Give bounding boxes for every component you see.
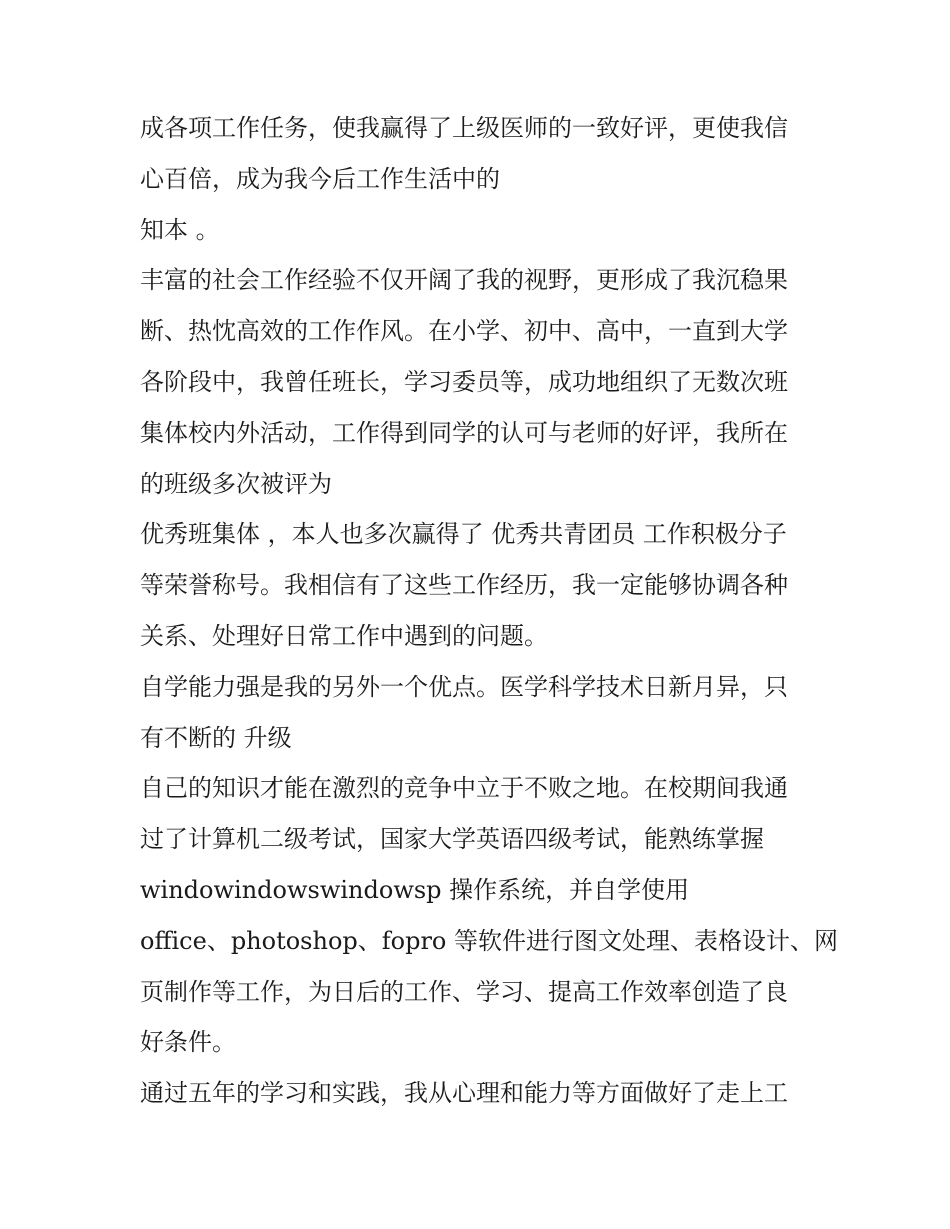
text-line: 心百倍，成为我今后工作生活中的 bbox=[140, 164, 500, 193]
text-line: 成各项工作任务，使我赢得了上级医师的一致好评，更使我信 bbox=[140, 114, 788, 142]
text-line: 知本 。 bbox=[140, 215, 220, 244]
text-line: windowindowswindowsp 操作系统，并自学使用 bbox=[140, 875, 690, 904]
text-line: 好条件。 bbox=[140, 1028, 236, 1057]
text-line: office、photoshop、fopro 等软件进行图文处理、表格设计、网 bbox=[140, 926, 839, 955]
text-line: 集体校内外活动，工作得到同学的认可与老师的好评，我所在 bbox=[140, 418, 788, 447]
text-line: 等荣誉称号。我相信有了这些工作经历，我一定能够协调各种 bbox=[140, 571, 788, 600]
text-line: 自学能力强是我的另外一个优点。医学科学技术日新月异，只 bbox=[140, 672, 788, 701]
text-line: 页制作等工作，为日后的工作、学习、提高工作效率创造了良 bbox=[140, 977, 788, 1006]
text-line: 自己的知识才能在激烈的竞争中立于不败之地。在校期间我通 bbox=[140, 774, 788, 803]
text-line: 丰富的社会工作经验不仅开阔了我的视野，更形成了我沉稳果 bbox=[140, 266, 788, 295]
text-line: 过了计算机二级考试，国家大学英语四级考试，能熟练掌握 bbox=[140, 825, 764, 854]
text-line: 断、热忱高效的工作作风。在小学、初中、高中，一直到大学 bbox=[140, 317, 788, 346]
text-line: 各阶段中，我曾任班长，学习委员等，成功地组织了无数次班 bbox=[140, 367, 788, 396]
text-line: 通过五年的学习和实践，我从心理和能力等方面做好了走上工 bbox=[140, 1079, 788, 1108]
document-body bbox=[140, 103, 839, 1119]
text-line: 的班级多次被评为 bbox=[140, 469, 332, 498]
text-line: 关系、处理好日常工作中遇到的问题。 bbox=[140, 621, 548, 650]
text-line: 优秀班集体 ，本人也多次赢得了 优秀共青团员 工作积极分子 bbox=[140, 520, 787, 549]
text-line: 有不断的 升级 bbox=[140, 723, 292, 752]
